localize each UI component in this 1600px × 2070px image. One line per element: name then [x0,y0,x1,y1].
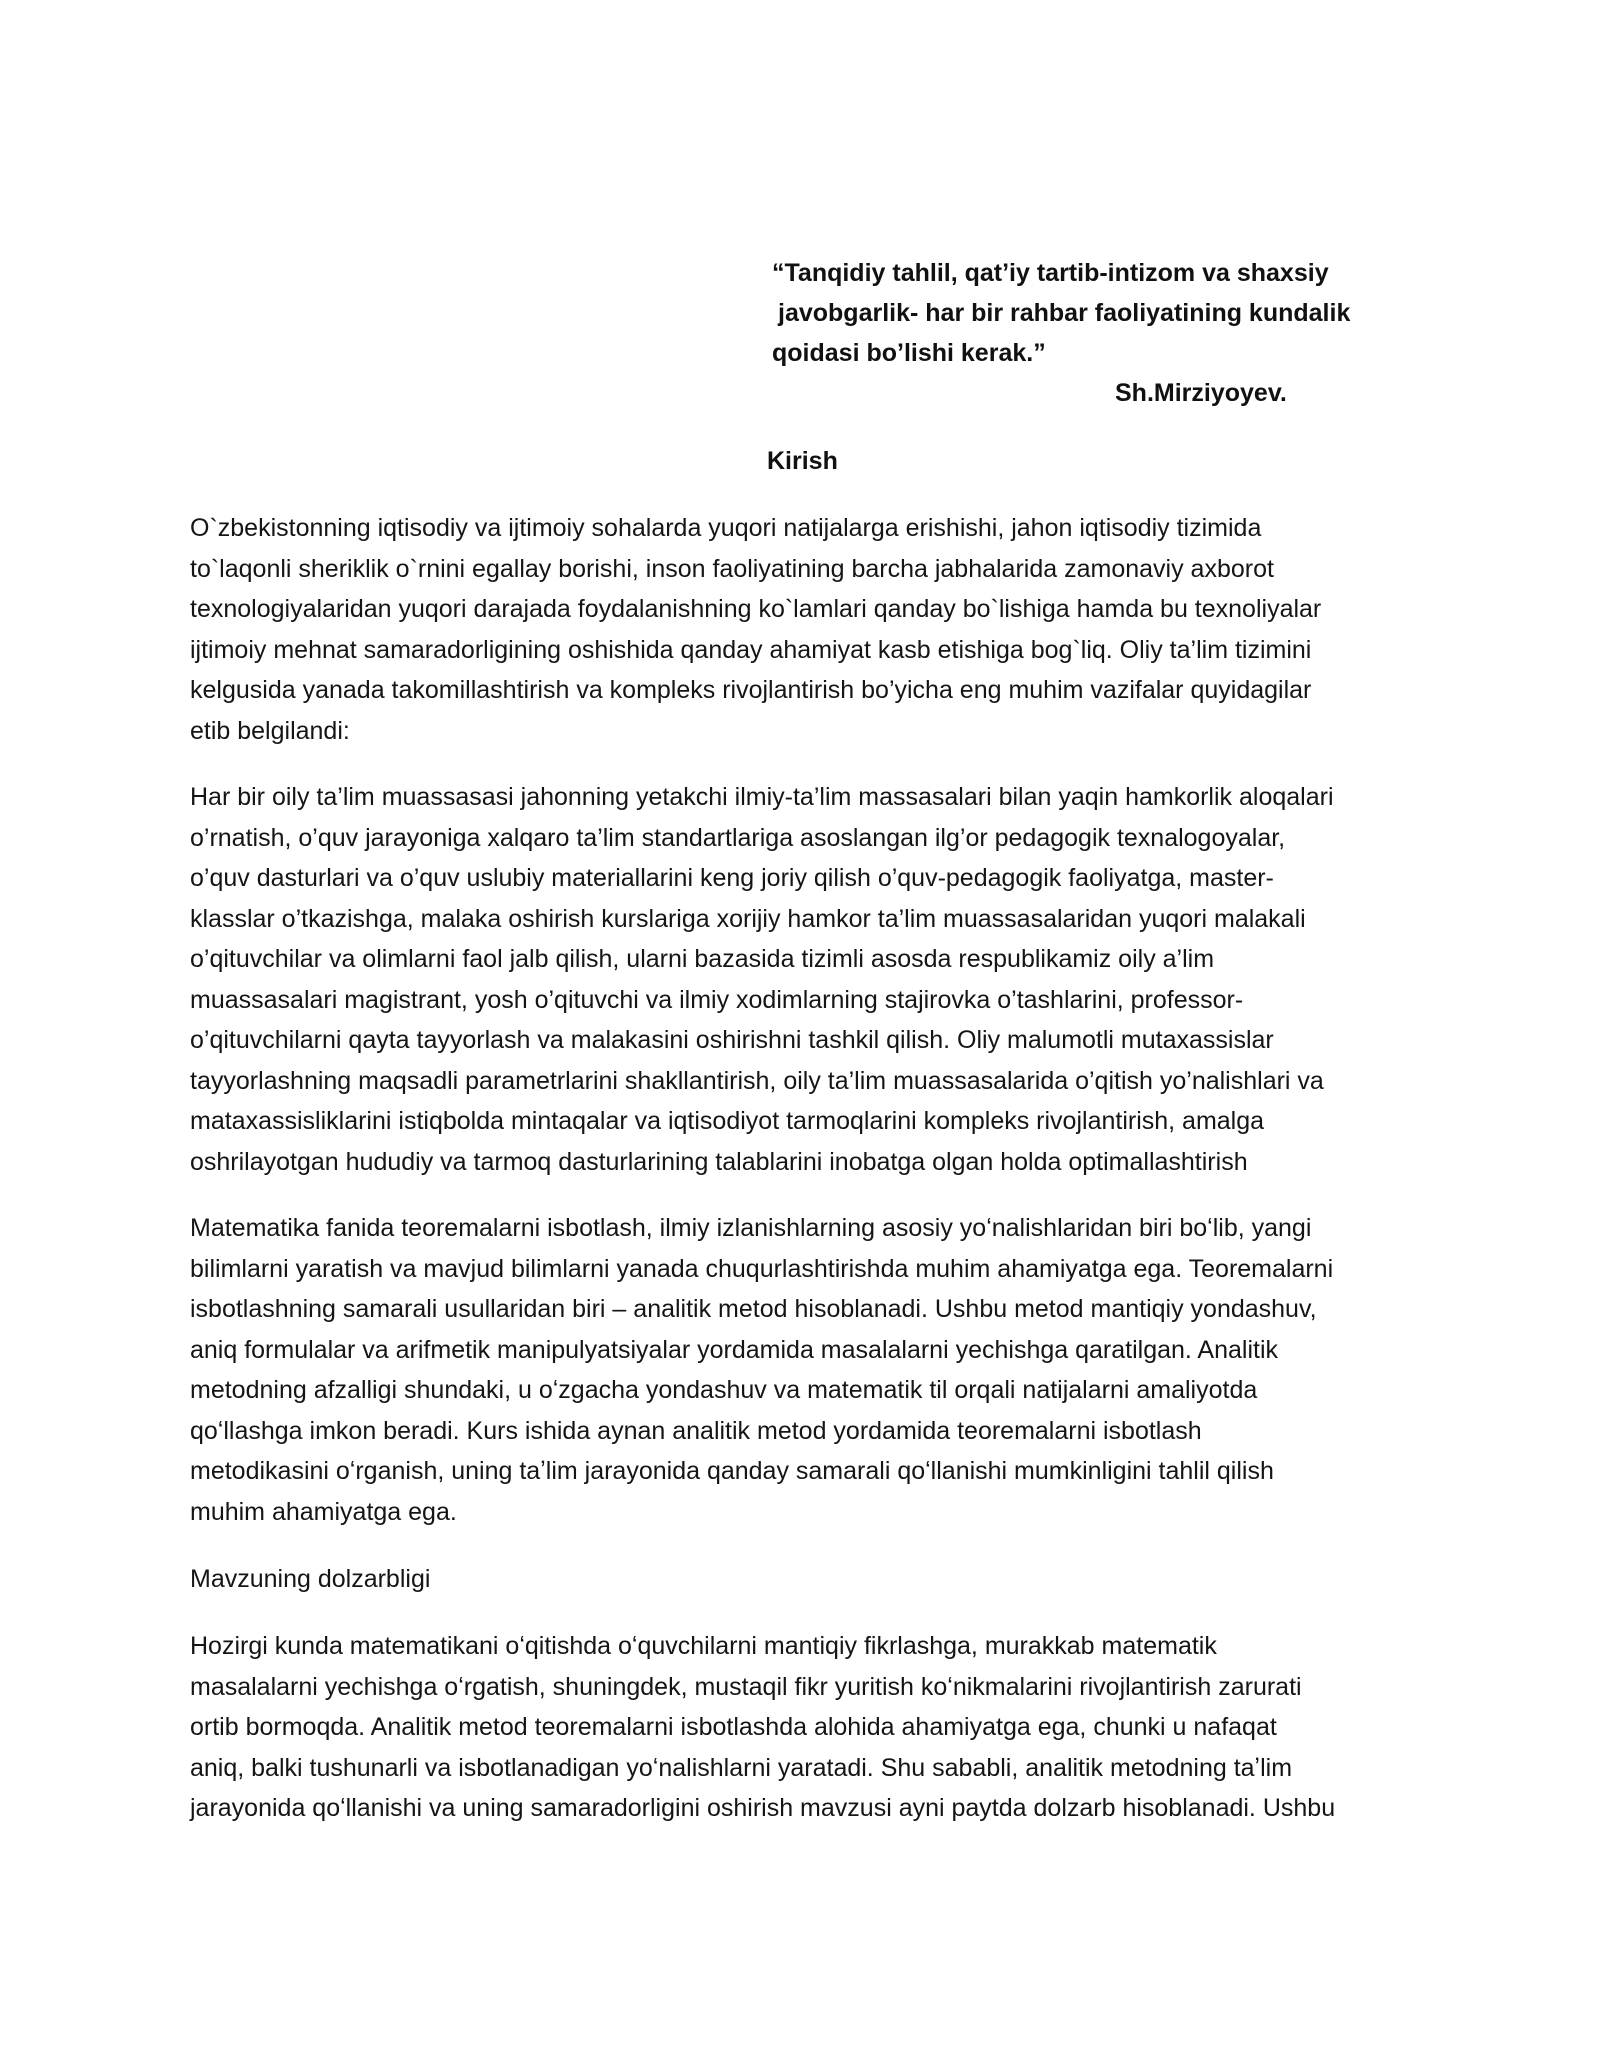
text-line: aniq, balki tushunarli va isbotlanadigan yoʻnalishlarni yaratadi. Shu sababli, analitik metodning taʼlim [190,1753,1293,1782]
text-line: Har bir oily ta’lim muassasasi jahonning yetakchi ilmiy-ta’lim massasalari bilan yaqin hamkorlik aloqalari [190,783,1334,811]
text-line: tayyorlashning maqsadli parametrlarini shakllantirish, oily ta’lim muassasalarida o’qitish yo’nalishlari va [190,1066,1324,1095]
text-line: o’qituvchilar va olimlarni faol jalb qilish, ularni bazasida tizimli asosda respublikamiz oily a’lim [190,945,1215,973]
text-line: metodikasini oʻrganish, uning taʼlim jarayonida qanday samarali qoʻllanishi mumkinligini tahlil qilish [190,1457,1274,1485]
epigraph-line: “Tanqidiy tahlil, qat’iy tartib-intizom va shaxsiy [772,259,1329,287]
epigraph-line: qoidasi bo’lishi kerak.” [772,339,1046,367]
subheading-relevance [190,1559,1420,1600]
text-line: to`laqonli sheriklik o`rnini egallay borishi, inson faoliyatining barcha jabhalarida zamonaviy axborot [190,554,1274,583]
text-line: klasslar o’tkazishga, malaka oshirish kurslariga xorijiy hamkor ta’lim muassasalaridan yuqori malakali [190,904,1306,933]
paragraph-tasks [190,777,1420,1182]
text-line: muhim ahamiyatga ega. [190,1497,457,1526]
text-line: metodning afzalligi shundaki, u oʻzgacha yondashuv va matematik til orqali natijalarni amaliyotda [190,1376,1258,1404]
text-line: O`zbekistonning iqtisodiy va ijtimoiy sohalarda yuqori natijalarga erishishi, jahon iqtisodiy tizimida [190,514,1262,542]
text-line: aniq formulalar va arifmetik manipulyatsiyalar yordamida masalalarni yechishga qaratilgan. Analitik [190,1335,1279,1364]
text-line: o’quv dasturlari va o’quv uslubiy materiallarini keng joriy qilish o’quv-pedagogik faoliyatga, master- [190,864,1274,892]
text-line: masalalarni yechishga oʻrgatish, shuningdek, mustaqil fikr yuritish koʻnikmalarini rivojlantirish zarurati [190,1672,1302,1701]
text-line: etib belgilandi: [190,716,350,745]
text-line: texnologiyalaridan yuqori darajada foydalanishning ko`lamlari qanday bo`lishiga hamda bu texnoliyalar [190,595,1322,623]
paragraph-intro [190,508,1420,751]
paragraph-relevance [190,1626,1420,1829]
text-line: qoʻllashga imkon beradi. Kurs ishida aynan analitik metod yordamida teoremalarni isbotlash [190,1416,1202,1445]
text-line: Hozirgi kunda matematikani oʻqitishda oʻquvchilarni mantiqiy fikrlashga, murakkab matematik [190,1632,1217,1660]
text-line: ortib bormoqda. Analitik metod teoremalarni isbotlashda alohida ahamiyatga ega, chunki u nafaqat [190,1713,1277,1741]
text-line: bilimlarni yaratish va mavjud bilimlarni yanada chuqurlashtirishda muhim ahamiyatga ega. Teoremalarni [190,1254,1334,1283]
epigraph-line: javobgarlik- har bir rahbar faoliyatining kundalik [778,299,1351,327]
text-line: isbotlashning samarali usullaridan biri – analitik metod hisoblanadi. Ushbu metod mantiqiy yondashuv, [190,1295,1317,1323]
text-line: jarayonida qoʻllanishi va uning samaradorligini oshirish mavzusi ayni paytda dolzarb hisoblanadi. Ushbu [190,1794,1336,1822]
text-line: ijtimoiy mehnat samaradorligining oshishida qanday ahamiyat kasb etishiga bog`liq. Oliy ta’lim tizimini [190,635,1312,664]
text-line: o’rnatish, o’quv jarayoniga xalqaro ta’lim standartlariga asoslangan ilg’or pedagogik texnalogoyalar, [190,823,1286,852]
text-line: Mavzuning dolzarbligi [190,1565,431,1593]
text-line: oshrilayotgan hududiy va tarmoq dasturlarining talablarini inobatga olgan holda optimallashtirish [190,1147,1248,1176]
text-line: o’qituvchilarni qayta tayyorlash va malakasini oshirishni tashkil qilish. Oliy malumotli mutaxassislar [190,1026,1274,1054]
paragraph-mathematics [190,1208,1420,1532]
text-line: muassasalari magistrant, yosh o’qituvchi va ilmiy xodimlarning stajirovka o’tashlarini, professor- [190,985,1244,1014]
text-line: mataxassisliklarini istiqbolda mintaqalar va iqtisodiyot tarmoqlarini kompleks rivojlantirish, amalga [190,1107,1265,1135]
section-heading: Kirish [767,447,838,475]
text-line: kelgusida yanada takomillashtirish va kompleks rivojlantirish bo’yicha eng muhim vazifalar quyidagilar [190,676,1312,704]
epigraph-author: Sh.Mirziyoyev. [1115,379,1287,407]
epigraph-quote [772,253,1392,373]
text-line: Matematika fanida teoremalarni isbotlash, ilmiy izlanishlarning asosiy yoʻnalishlaridan biri boʻlib, yangi [190,1214,1312,1242]
